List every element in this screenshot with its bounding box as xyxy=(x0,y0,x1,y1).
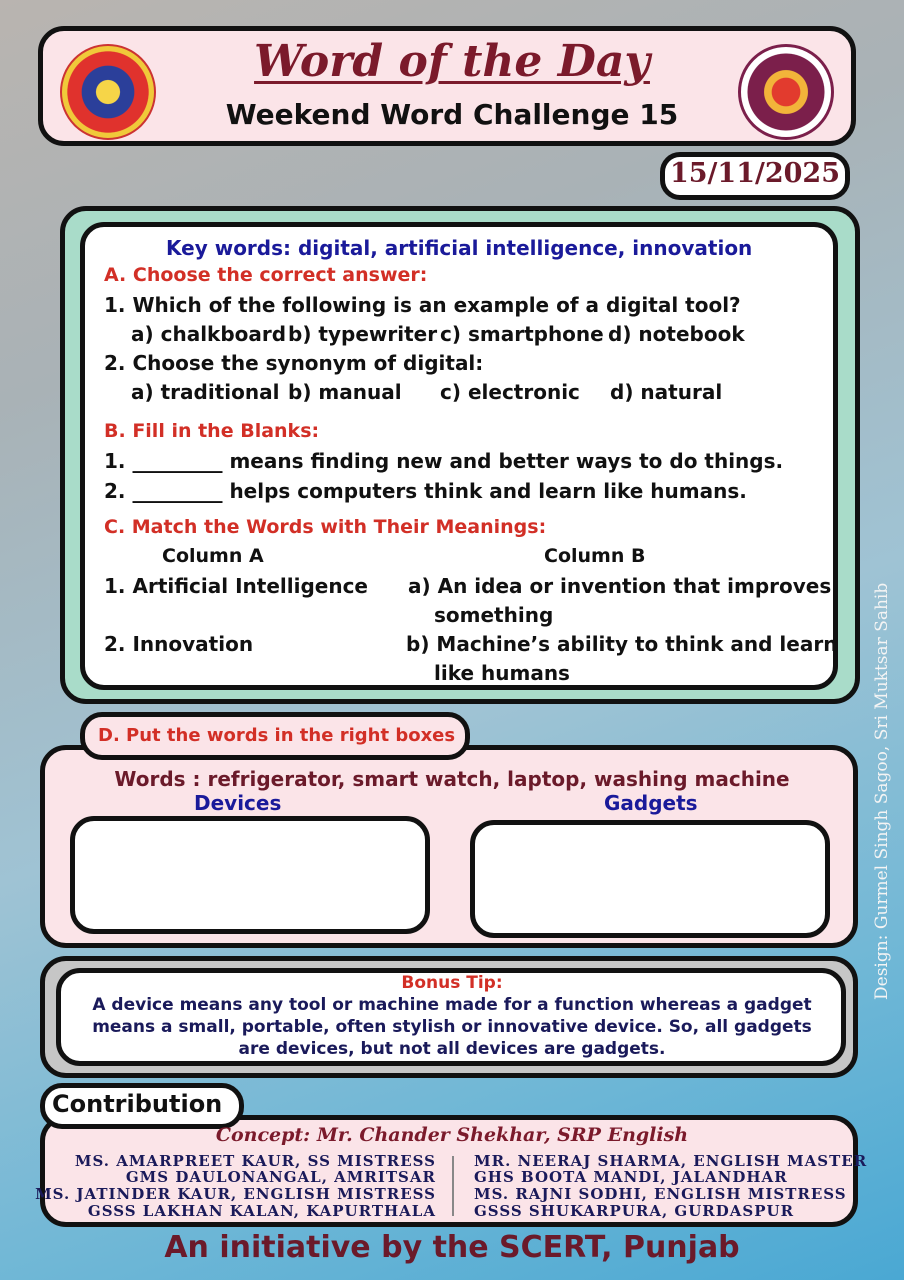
match-meaning-b-line2: like humans xyxy=(434,661,570,685)
section-c-heading: C. Match the Words with Their Meanings: xyxy=(104,516,547,538)
q2-option-d: d) natural xyxy=(610,380,723,404)
match-meaning-a-line2: something xyxy=(434,603,554,627)
blank-item-1: 1. _________ means finding new and better ways to do things. xyxy=(104,449,784,473)
match-term-2: 2. Innovation xyxy=(104,632,254,656)
contributor-left-4: GSSS LAKHAN KALAN, KAPURTHALA xyxy=(87,1202,436,1220)
q2-option-c: c) electronic xyxy=(440,380,580,404)
contributor-left-3: MS. JATINDER KAUR, ENGLISH MISTRESS xyxy=(35,1185,436,1203)
contributor-right-4: GSSS SHUKARPURA, GURDASPUR xyxy=(474,1202,795,1220)
contributor-left-2: GMS DAULONANGAL, AMRITSAR xyxy=(125,1168,436,1186)
date-text: 15/11/2025 xyxy=(669,158,840,189)
designer-credit: Design: Gurmel Singh Sagoo, Sri Muktsar Sahib xyxy=(872,582,892,1000)
bonus-line-3: are devices, but not all devices are gadgets. xyxy=(238,1039,666,1059)
q1-option-a: a) chalkboard xyxy=(131,322,287,346)
devices-label: Devices xyxy=(194,791,282,815)
contributor-right-3: MS. RAJNI SODHI, ENGLISH MISTRESS xyxy=(474,1185,847,1203)
match-meaning-a-line1: a) An idea or invention that improves xyxy=(408,574,832,598)
bonus-line-2: means a small, portable, often stylish or innovative device. So, all gadgets xyxy=(92,1017,812,1037)
gadgets-label: Gadgets xyxy=(604,791,698,815)
contributor-right-2: GHS BOOTA MANDI, JALANDHAR xyxy=(474,1168,788,1186)
footer-initiative: An initiative by the SCERT, Punjab xyxy=(164,1230,740,1265)
page-subtitle: Weekend Word Challenge 15 xyxy=(225,98,679,131)
devices-answer-box[interactable] xyxy=(70,816,430,934)
blank-item-2: 2. _________ helps computers think and learn like humans. xyxy=(104,479,747,503)
q2-option-a: a) traditional xyxy=(131,380,280,404)
page-title: Word of the Day xyxy=(254,36,650,87)
concept-credit: Concept: Mr. Chander Shekhar, SRP English xyxy=(215,1124,689,1146)
q1-option-c: c) smartphone xyxy=(440,322,604,346)
question-2: 2. Choose the synonym of digital: xyxy=(104,351,484,375)
gadgets-answer-box[interactable] xyxy=(470,820,830,938)
column-b-header: Column B xyxy=(544,545,646,567)
bonus-title: Bonus Tip: xyxy=(401,973,503,993)
contributor-left-1: MS. AMARPREET KAUR, SS MISTRESS xyxy=(74,1152,436,1170)
section-b-heading: B. Fill in the Blanks: xyxy=(104,420,320,442)
bonus-line-1: A device means any tool or machine made for a function whereas a gadget xyxy=(92,995,812,1015)
q1-option-d: d) notebook xyxy=(608,322,745,346)
match-term-1: 1. Artificial Intelligence xyxy=(104,574,368,598)
question-1: 1. Which of the following is an example of a digital tool? xyxy=(104,293,741,317)
contributor-right-1: MR. NEERAJ SHARMA, ENGLISH MASTER xyxy=(474,1152,868,1170)
section-a-heading: A. Choose the correct answer: xyxy=(104,264,428,286)
q2-option-b: b) manual xyxy=(288,380,402,404)
contributor-divider xyxy=(452,1156,454,1216)
section-d-heading: D. Put the words in the right boxes xyxy=(98,725,456,746)
match-meaning-b-line1: b) Machine’s ability to think and learn xyxy=(406,632,838,656)
word-list: Words : refrigerator, smart watch, laptop, washing machine xyxy=(114,767,790,791)
column-a-header: Column A xyxy=(162,545,264,567)
keywords-line: Key words: digital, artificial intelligence, innovation xyxy=(166,236,753,260)
q1-option-b: b) typewriter xyxy=(288,322,438,346)
contribution-label: Contribution xyxy=(52,1090,223,1118)
